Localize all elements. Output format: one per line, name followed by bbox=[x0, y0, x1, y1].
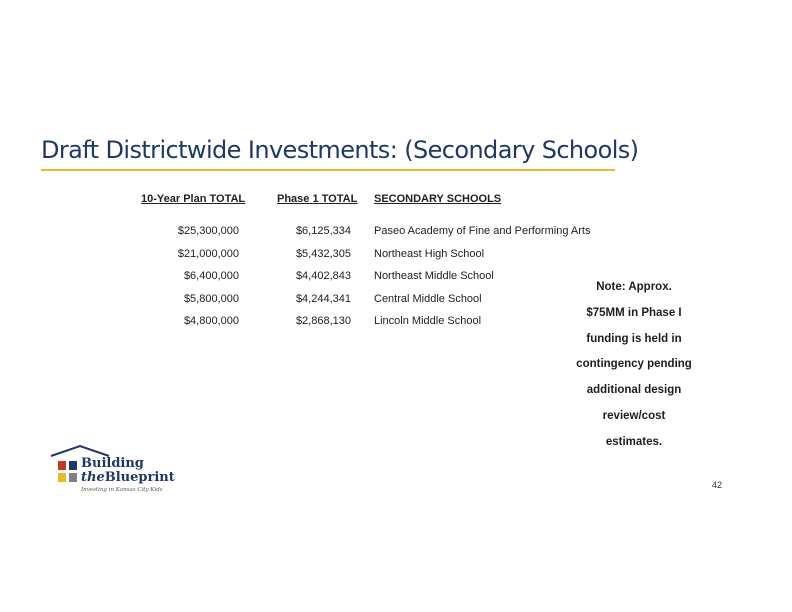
logo-word-blueprint-text: Blueprint bbox=[104, 470, 175, 485]
table-cell-phase1: $6,125,334 bbox=[295, 225, 351, 237]
logo-tagline: Investing in Kansas City Kids bbox=[81, 487, 163, 493]
header-secondary-schools: SECONDARY SCHOOLS bbox=[374, 193, 502, 205]
table-cell-10yr: $25,300,000 bbox=[177, 225, 239, 237]
header-phase1-total: Phase 1 TOTAL bbox=[277, 193, 358, 205]
color-block bbox=[58, 473, 66, 482]
table-cell-phase1: $5,432,305 bbox=[295, 247, 351, 260]
logo-word-the: the bbox=[81, 470, 105, 485]
color-block bbox=[58, 461, 66, 470]
table-cell-school: Central Middle School bbox=[374, 292, 482, 305]
color-block bbox=[69, 473, 77, 482]
column-phase1-totals bbox=[296, 224, 351, 337]
note-line: estimates. bbox=[605, 435, 663, 448]
note-line: Note: Approx. bbox=[596, 281, 672, 293]
note-line: funding is held in bbox=[586, 332, 682, 345]
page-number: 42 bbox=[712, 480, 723, 490]
table-cell-school: Northeast High School bbox=[374, 247, 485, 260]
logo-word-building: Building bbox=[81, 456, 144, 471]
color-block bbox=[69, 461, 77, 470]
header-10yr-total: 10-Year Plan TOTAL bbox=[141, 193, 246, 205]
table-cell-10yr: $6,400,000 bbox=[183, 270, 239, 282]
note-line: contingency pending bbox=[576, 358, 692, 371]
page-title: Draft Districtwide Investments: (Secondary Schools) bbox=[41, 136, 639, 164]
note-line: review/cost bbox=[602, 409, 666, 422]
table-cell-school: Paseo Academy of Fine and Performing Arts bbox=[374, 225, 591, 237]
table-cell-school: Lincoln Middle School bbox=[374, 315, 482, 327]
contingency-note bbox=[560, 279, 708, 460]
logo-word-blueprint bbox=[81, 470, 175, 485]
building-the-blueprint-logo bbox=[50, 444, 175, 496]
table-cell-10yr: $4,800,000 bbox=[183, 315, 239, 327]
table-cell-phase1: $2,868,130 bbox=[295, 315, 351, 327]
table-cell-phase1: $4,244,341 bbox=[295, 292, 351, 305]
table-cell-10yr: $21,000,000 bbox=[177, 247, 239, 260]
column-school-names bbox=[374, 224, 590, 337]
column-10yr-totals bbox=[178, 224, 239, 337]
color-blocks-icon bbox=[58, 461, 78, 483]
table-cell-school: Northeast Middle School bbox=[374, 270, 494, 282]
note-line: additional design bbox=[586, 384, 682, 397]
table-cell-phase1: $4,402,843 bbox=[295, 270, 351, 282]
note-line: $75MM in Phase I bbox=[586, 306, 682, 319]
title-underline bbox=[41, 169, 615, 171]
table-cell-10yr: $5,800,000 bbox=[183, 292, 239, 305]
